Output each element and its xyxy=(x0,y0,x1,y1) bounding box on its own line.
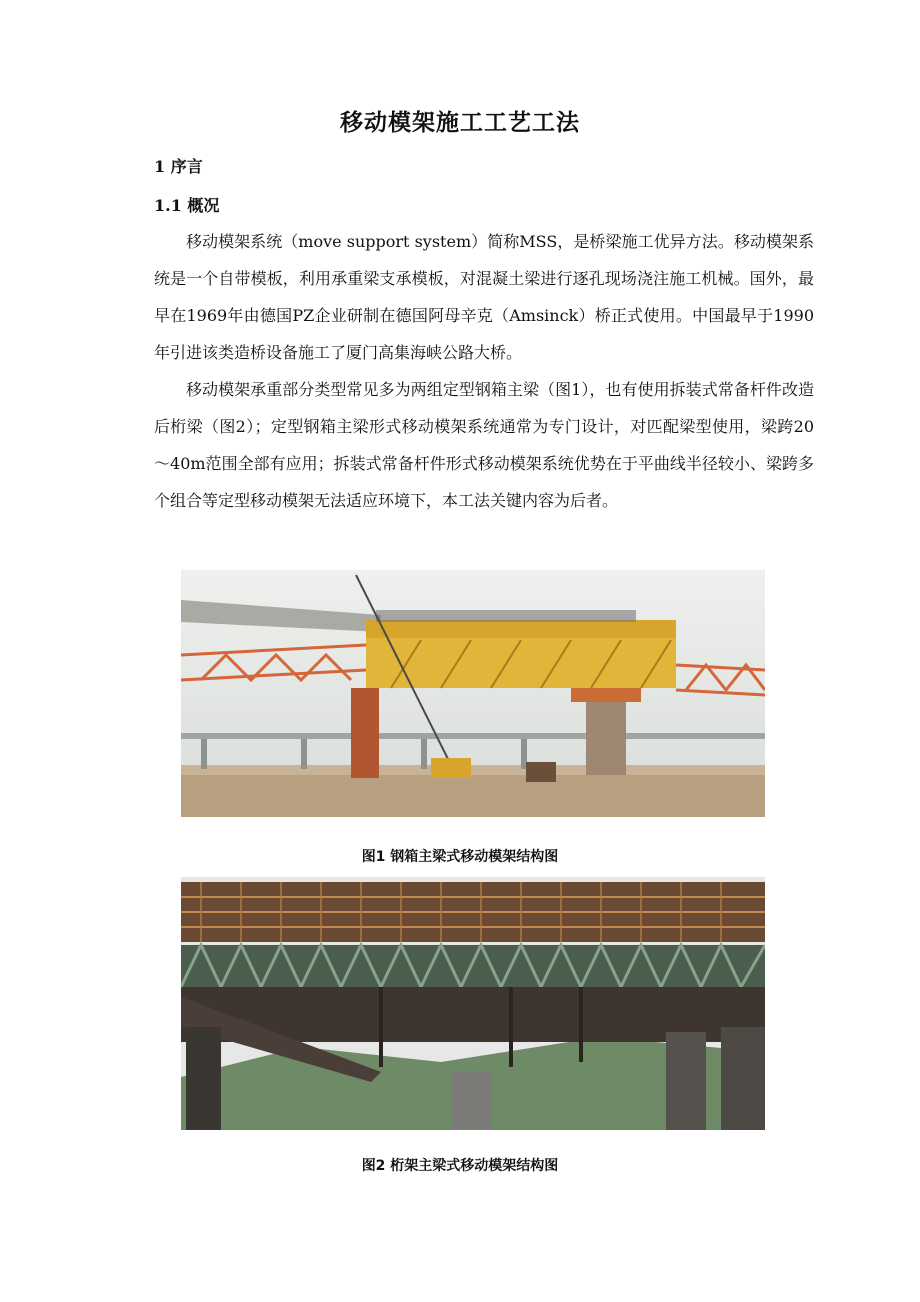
figure-2-caption: 图2 桁架主梁式移动模架结构图 xyxy=(361,1158,559,1174)
paragraph-text: 移动模架承重部分类型常见多为两组定型钢箱主梁（图1），也有使用拆装式常备杆件改造后桁梁（图2）；定型钢箱主梁形式移动模架系统通常为专门设计，对匹配梁型使用，梁跨20～40m范围全部有应用；拆装式常备杆件形式移动模架系统优势在于平曲线半径较小、梁跨多个组合等定型移动模架无法适应环境下，本工法关键内容为后者。 xyxy=(154,380,814,510)
section-heading-1: 1 序言 xyxy=(154,157,203,176)
section-heading-1-1: 1.1 概况 xyxy=(154,196,220,215)
paragraph-text: 移动模架系统（move support system）简称MSS，是桥梁施工优异方法。移动模架系统是一个自带模板，利用承重梁支承模板，对混凝土梁进行逐孔现场浇注施工机械。国外，最早在1969年由德国PZ企业研制在德国阿母辛克（Amsinck）桥正式使用。中国最早于1990年引进该类造桥设备施工了厦门高集海峡公路大桥。 xyxy=(154,232,814,362)
paragraph-overview xyxy=(154,223,814,371)
truss-girder-photo xyxy=(181,877,765,1130)
figure-2-photo xyxy=(181,877,765,1130)
figure-1-caption: 图1 钢箱主梁式移动模架结构图 xyxy=(361,849,559,865)
steel-box-girder-photo xyxy=(181,570,765,817)
document-title: 移动模架施工工艺工法 xyxy=(340,110,580,136)
figure-1-photo xyxy=(181,570,765,817)
paragraph-types xyxy=(154,371,814,519)
